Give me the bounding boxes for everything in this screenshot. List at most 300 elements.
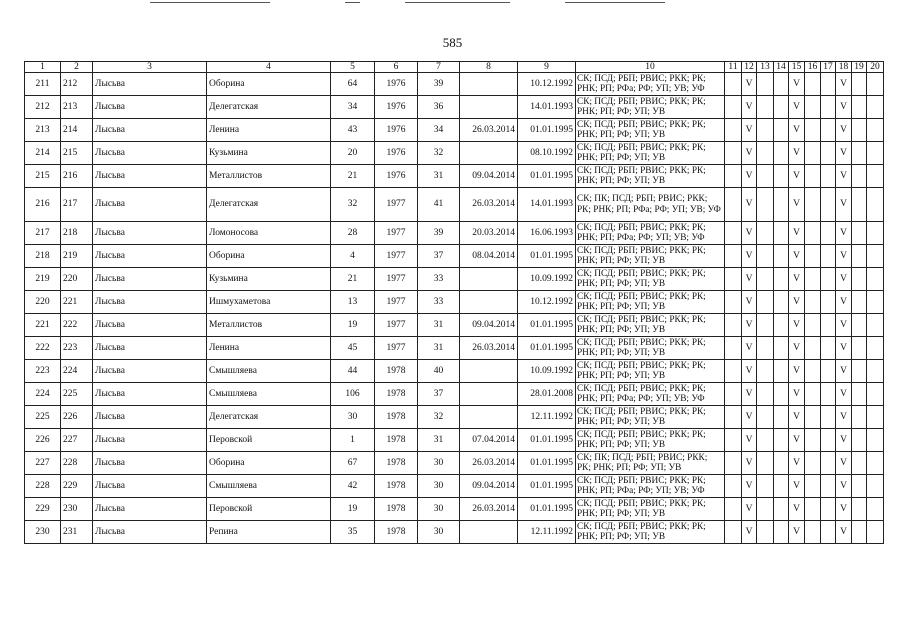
- cell-street: Металлистов: [207, 165, 331, 188]
- cell-c12: V: [742, 96, 757, 119]
- cell-c18: V: [836, 452, 852, 475]
- cell-c11: [725, 165, 742, 188]
- cell-d2: 10.09.1992: [518, 360, 576, 383]
- cell-house: 106: [331, 383, 375, 406]
- cell-c11: [725, 429, 742, 452]
- cell-c20: [867, 452, 884, 475]
- cell-c15: V: [789, 222, 805, 245]
- cell-c13: [757, 452, 774, 475]
- cell-d2: 08.10.1992: [518, 142, 576, 165]
- cell-house: 42: [331, 475, 375, 498]
- cell-c11: [725, 245, 742, 268]
- cell-c18: V: [836, 73, 852, 96]
- cell-year: 1977: [375, 245, 418, 268]
- cell-c17: [821, 119, 836, 142]
- cell-c1: 220: [25, 291, 61, 314]
- cell-c11: [725, 268, 742, 291]
- scan-edge-line: [565, 2, 665, 3]
- cell-d1: 20.03.2014: [460, 222, 518, 245]
- cell-house: 30: [331, 406, 375, 429]
- column-header: 12: [742, 62, 757, 73]
- cell-c16: [805, 222, 821, 245]
- cell-d2: 10.12.1992: [518, 291, 576, 314]
- housing-register-table: [24, 61, 884, 544]
- cell-year: 1978: [375, 429, 418, 452]
- cell-c1: 219: [25, 268, 61, 291]
- cell-c13: [757, 142, 774, 165]
- cell-c14: [774, 222, 789, 245]
- cell-c20: [867, 291, 884, 314]
- cell-year: 1976: [375, 73, 418, 96]
- table-row: [25, 452, 884, 475]
- cell-c17: [821, 268, 836, 291]
- cell-c20: [867, 360, 884, 383]
- cell-c17: [821, 406, 836, 429]
- cell-c17: [821, 521, 836, 544]
- cell-d2: 14.01.1993: [518, 96, 576, 119]
- cell-c16: [805, 314, 821, 337]
- cell-c1: 222: [25, 337, 61, 360]
- cell-c14: [774, 165, 789, 188]
- cell-codes: СК; ПСД; РБП; РВИС; РКК; РК; РНК; РП; РФ; УП; УВ: [576, 165, 725, 188]
- cell-c1: 213: [25, 119, 61, 142]
- cell-c2: 218: [61, 222, 93, 245]
- cell-c20: [867, 429, 884, 452]
- cell-c13: [757, 337, 774, 360]
- cell-c7: 41: [418, 188, 460, 222]
- cell-year: 1978: [375, 383, 418, 406]
- cell-c1: 212: [25, 96, 61, 119]
- cell-c19: [852, 337, 867, 360]
- cell-c1: 215: [25, 165, 61, 188]
- cell-codes: СК; ПСД; РБП; РВИС; РКК; РК; РНК; РП; РФ; УП; УВ: [576, 337, 725, 360]
- cell-c13: [757, 96, 774, 119]
- cell-house: 43: [331, 119, 375, 142]
- cell-c19: [852, 188, 867, 222]
- cell-c15: V: [789, 383, 805, 406]
- cell-c17: [821, 222, 836, 245]
- cell-c16: [805, 475, 821, 498]
- cell-c11: [725, 291, 742, 314]
- cell-house: 21: [331, 268, 375, 291]
- cell-c12: V: [742, 73, 757, 96]
- cell-street: Перовской: [207, 498, 331, 521]
- cell-c7: 31: [418, 337, 460, 360]
- table-row: [25, 475, 884, 498]
- cell-c18: V: [836, 337, 852, 360]
- cell-c19: [852, 521, 867, 544]
- cell-c7: 40: [418, 360, 460, 383]
- column-header: 14: [774, 62, 789, 73]
- cell-c2: 217: [61, 188, 93, 222]
- cell-year: 1978: [375, 406, 418, 429]
- cell-d1: [460, 406, 518, 429]
- cell-city: Лысьва: [93, 383, 207, 406]
- cell-d2: 01.01.1995: [518, 337, 576, 360]
- cell-c17: [821, 452, 836, 475]
- table-row: [25, 337, 884, 360]
- table-row: [25, 314, 884, 337]
- table-row: [25, 165, 884, 188]
- cell-c14: [774, 268, 789, 291]
- cell-c19: [852, 452, 867, 475]
- cell-c20: [867, 188, 884, 222]
- cell-c18: V: [836, 142, 852, 165]
- cell-c13: [757, 188, 774, 222]
- cell-house: 67: [331, 452, 375, 475]
- cell-city: Лысьва: [93, 498, 207, 521]
- cell-year: 1976: [375, 119, 418, 142]
- table-row: [25, 498, 884, 521]
- cell-c2: 224: [61, 360, 93, 383]
- cell-c15: V: [789, 188, 805, 222]
- cell-c20: [867, 119, 884, 142]
- cell-street: Оборина: [207, 245, 331, 268]
- cell-city: Лысьва: [93, 337, 207, 360]
- cell-c11: [725, 498, 742, 521]
- cell-c14: [774, 452, 789, 475]
- cell-codes: СК; ПСД; РБП; РВИС; РКК; РК; РНК; РП; РФ; УП; УВ: [576, 245, 725, 268]
- column-header: 15: [789, 62, 805, 73]
- table-header: [25, 62, 884, 73]
- cell-d2: 01.01.1995: [518, 314, 576, 337]
- cell-c19: [852, 222, 867, 245]
- cell-c1: 221: [25, 314, 61, 337]
- cell-c19: [852, 142, 867, 165]
- cell-d1: [460, 268, 518, 291]
- cell-d2: 10.09.1992: [518, 268, 576, 291]
- cell-c14: [774, 142, 789, 165]
- cell-c11: [725, 314, 742, 337]
- cell-city: Лысьва: [93, 142, 207, 165]
- cell-d1: [460, 142, 518, 165]
- cell-c18: V: [836, 165, 852, 188]
- cell-c1: 230: [25, 521, 61, 544]
- scan-edge-line: [405, 2, 510, 3]
- column-header: 16: [805, 62, 821, 73]
- cell-codes: СК; ПСД; РБП; РВИС; РКК; РК; РНК; РП; РФ; УП; УВ: [576, 406, 725, 429]
- cell-city: Лысьва: [93, 245, 207, 268]
- cell-city: Лысьва: [93, 406, 207, 429]
- cell-c16: [805, 245, 821, 268]
- cell-c12: V: [742, 521, 757, 544]
- cell-d1: [460, 291, 518, 314]
- cell-c17: [821, 73, 836, 96]
- cell-c19: [852, 73, 867, 96]
- cell-c7: 33: [418, 291, 460, 314]
- cell-c7: 36: [418, 96, 460, 119]
- cell-c20: [867, 314, 884, 337]
- cell-d2: 14.01.1993: [518, 188, 576, 222]
- cell-c15: V: [789, 429, 805, 452]
- table-row: [25, 73, 884, 96]
- cell-c2: 213: [61, 96, 93, 119]
- cell-c7: 37: [418, 383, 460, 406]
- cell-c11: [725, 452, 742, 475]
- cell-c17: [821, 360, 836, 383]
- cell-c15: V: [789, 360, 805, 383]
- cell-year: 1976: [375, 96, 418, 119]
- cell-c15: V: [789, 406, 805, 429]
- cell-d2: 01.01.1995: [518, 429, 576, 452]
- cell-street: Ленина: [207, 119, 331, 142]
- cell-c17: [821, 429, 836, 452]
- cell-c15: V: [789, 291, 805, 314]
- cell-city: Лысьва: [93, 165, 207, 188]
- column-header: 17: [821, 62, 836, 73]
- cell-codes: СК; ПСД; РБП; РВИС; РКК; РК; РНК; РП; РФ; УП; УВ: [576, 268, 725, 291]
- cell-d2: 12.11.1992: [518, 406, 576, 429]
- cell-street: Делегатская: [207, 96, 331, 119]
- cell-c14: [774, 383, 789, 406]
- cell-c20: [867, 245, 884, 268]
- cell-c15: V: [789, 475, 805, 498]
- cell-d2: 10.12.1992: [518, 73, 576, 96]
- cell-c19: [852, 429, 867, 452]
- cell-c19: [852, 165, 867, 188]
- cell-d1: [460, 521, 518, 544]
- cell-c18: V: [836, 429, 852, 452]
- cell-c18: V: [836, 475, 852, 498]
- cell-c19: [852, 291, 867, 314]
- cell-c16: [805, 452, 821, 475]
- cell-c18: V: [836, 96, 852, 119]
- cell-c15: V: [789, 119, 805, 142]
- column-header: 1: [25, 62, 61, 73]
- cell-year: 1976: [375, 142, 418, 165]
- column-header: 7: [418, 62, 460, 73]
- cell-d1: 09.04.2014: [460, 475, 518, 498]
- table-row: [25, 291, 884, 314]
- cell-c18: V: [836, 360, 852, 383]
- table-row: [25, 360, 884, 383]
- cell-c13: [757, 383, 774, 406]
- table-row: [25, 429, 884, 452]
- cell-house: 21: [331, 165, 375, 188]
- cell-year: 1978: [375, 360, 418, 383]
- cell-c1: 228: [25, 475, 61, 498]
- cell-c14: [774, 498, 789, 521]
- cell-c18: V: [836, 245, 852, 268]
- cell-city: Лысьва: [93, 521, 207, 544]
- cell-year: 1977: [375, 291, 418, 314]
- cell-c20: [867, 165, 884, 188]
- cell-c14: [774, 360, 789, 383]
- cell-c15: V: [789, 96, 805, 119]
- cell-c12: V: [742, 119, 757, 142]
- cell-c12: V: [742, 245, 757, 268]
- cell-c17: [821, 188, 836, 222]
- cell-c2: 222: [61, 314, 93, 337]
- table-row: [25, 96, 884, 119]
- cell-c11: [725, 406, 742, 429]
- cell-c16: [805, 498, 821, 521]
- scan-edge-line: [345, 2, 360, 3]
- cell-c7: 39: [418, 73, 460, 96]
- cell-c19: [852, 475, 867, 498]
- cell-c18: V: [836, 314, 852, 337]
- cell-c1: 214: [25, 142, 61, 165]
- column-header: 9: [518, 62, 576, 73]
- cell-codes: СК; ПК; ПСД; РБП; РВИС; РКК; РК; РНК; РП; РФа; РФ; УП; УВ; УФ: [576, 188, 725, 222]
- table-row: [25, 268, 884, 291]
- cell-street: Кузьмина: [207, 268, 331, 291]
- cell-c17: [821, 498, 836, 521]
- cell-c12: V: [742, 291, 757, 314]
- cell-c11: [725, 222, 742, 245]
- cell-c15: V: [789, 142, 805, 165]
- cell-d1: 26.03.2014: [460, 452, 518, 475]
- cell-c1: 229: [25, 498, 61, 521]
- cell-c15: V: [789, 452, 805, 475]
- cell-c1: 223: [25, 360, 61, 383]
- cell-d1: [460, 383, 518, 406]
- cell-street: Кузьмина: [207, 142, 331, 165]
- cell-c11: [725, 119, 742, 142]
- cell-street: Оборина: [207, 73, 331, 96]
- cell-d1: [460, 360, 518, 383]
- column-header: 6: [375, 62, 418, 73]
- cell-c17: [821, 245, 836, 268]
- cell-c16: [805, 188, 821, 222]
- cell-c20: [867, 268, 884, 291]
- cell-c7: 37: [418, 245, 460, 268]
- table-body: [25, 73, 884, 544]
- cell-codes: СК; ПСД; РБП; РВИС; РКК; РК; РНК; РП; РФ; УП; УВ: [576, 498, 725, 521]
- cell-c7: 31: [418, 314, 460, 337]
- cell-c7: 39: [418, 222, 460, 245]
- cell-c14: [774, 245, 789, 268]
- cell-c15: V: [789, 165, 805, 188]
- cell-c13: [757, 222, 774, 245]
- cell-d1: 07.04.2014: [460, 429, 518, 452]
- cell-street: Смышляева: [207, 475, 331, 498]
- cell-c1: 226: [25, 429, 61, 452]
- cell-c18: V: [836, 498, 852, 521]
- cell-c11: [725, 360, 742, 383]
- cell-c7: 31: [418, 165, 460, 188]
- cell-c18: V: [836, 222, 852, 245]
- column-header: 3: [93, 62, 207, 73]
- cell-c17: [821, 291, 836, 314]
- cell-c15: V: [789, 73, 805, 96]
- cell-city: Лысьва: [93, 222, 207, 245]
- cell-house: 44: [331, 360, 375, 383]
- column-header: 10: [576, 62, 725, 73]
- cell-house: 13: [331, 291, 375, 314]
- cell-city: Лысьва: [93, 452, 207, 475]
- cell-c12: V: [742, 360, 757, 383]
- cell-c18: V: [836, 119, 852, 142]
- cell-codes: СК; ПСД; РБП; РВИС; РКК; РК; РНК; РП; РФа; РФ; УП; УВ; УФ: [576, 73, 725, 96]
- cell-c18: V: [836, 383, 852, 406]
- cell-street: Ленина: [207, 337, 331, 360]
- cell-city: Лысьва: [93, 429, 207, 452]
- cell-d1: 09.04.2014: [460, 165, 518, 188]
- cell-c1: 218: [25, 245, 61, 268]
- cell-c20: [867, 222, 884, 245]
- cell-c18: V: [836, 291, 852, 314]
- cell-codes: СК; ПСД; РБП; РВИС; РКК; РК; РНК; РП; РФ; УП; УВ: [576, 429, 725, 452]
- cell-codes: СК; ПСД; РБП; РВИС; РКК; РК; РНК; РП; РФа; РФ; УП; УВ; УФ: [576, 475, 725, 498]
- cell-codes: СК; ПСД; РБП; РВИС; РКК; РК; РНК; РП; РФа; РФ; УП; УВ; УФ: [576, 383, 725, 406]
- cell-c20: [867, 521, 884, 544]
- cell-c11: [725, 188, 742, 222]
- cell-c17: [821, 475, 836, 498]
- cell-c2: 228: [61, 452, 93, 475]
- cell-c20: [867, 406, 884, 429]
- cell-city: Лысьва: [93, 119, 207, 142]
- cell-c15: V: [789, 521, 805, 544]
- cell-year: 1977: [375, 188, 418, 222]
- cell-d2: 12.11.1992: [518, 521, 576, 544]
- cell-city: Лысьва: [93, 291, 207, 314]
- cell-c18: V: [836, 406, 852, 429]
- cell-c11: [725, 142, 742, 165]
- cell-c14: [774, 73, 789, 96]
- cell-c2: 219: [61, 245, 93, 268]
- cell-c12: V: [742, 268, 757, 291]
- cell-c2: 230: [61, 498, 93, 521]
- cell-c20: [867, 475, 884, 498]
- cell-c2: 212: [61, 73, 93, 96]
- cell-c14: [774, 96, 789, 119]
- cell-year: 1978: [375, 452, 418, 475]
- cell-city: Лысьва: [93, 268, 207, 291]
- cell-street: Делегатская: [207, 406, 331, 429]
- cell-c2: 215: [61, 142, 93, 165]
- cell-c17: [821, 142, 836, 165]
- cell-c13: [757, 475, 774, 498]
- cell-c20: [867, 383, 884, 406]
- cell-codes: СК; ПСД; РБП; РВИС; РКК; РК; РНК; РП; РФ; УП; УВ: [576, 142, 725, 165]
- column-header: 8: [460, 62, 518, 73]
- cell-c12: V: [742, 142, 757, 165]
- cell-year: 1978: [375, 521, 418, 544]
- cell-c20: [867, 142, 884, 165]
- column-header: 11: [725, 62, 742, 73]
- cell-house: 34: [331, 96, 375, 119]
- cell-year: 1977: [375, 314, 418, 337]
- page-number: 585: [442, 35, 463, 50]
- cell-c19: [852, 314, 867, 337]
- cell-codes: СК; ПСД; РБП; РВИС; РКК; РК; РНК; РП; РФ; УП; УВ: [576, 119, 725, 142]
- cell-c19: [852, 268, 867, 291]
- cell-codes: СК; ПСД; РБП; РВИС; РКК; РК; РНК; РП; РФ; УП; УВ: [576, 291, 725, 314]
- cell-c16: [805, 142, 821, 165]
- cell-d2: 01.01.1995: [518, 165, 576, 188]
- cell-city: Лысьва: [93, 188, 207, 222]
- cell-c20: [867, 73, 884, 96]
- cell-house: 28: [331, 222, 375, 245]
- cell-c13: [757, 406, 774, 429]
- cell-d2: 01.01.1995: [518, 119, 576, 142]
- cell-codes: СК; ПСД; РБП; РВИС; РКК; РК; РНК; РП; РФ; УП; УВ: [576, 521, 725, 544]
- cell-c2: 221: [61, 291, 93, 314]
- cell-city: Лысьва: [93, 360, 207, 383]
- cell-c13: [757, 498, 774, 521]
- cell-c1: 225: [25, 406, 61, 429]
- cell-c1: 217: [25, 222, 61, 245]
- table-row: [25, 222, 884, 245]
- cell-c12: V: [742, 222, 757, 245]
- cell-house: 35: [331, 521, 375, 544]
- cell-d1: 26.03.2014: [460, 119, 518, 142]
- cell-c16: [805, 429, 821, 452]
- cell-c14: [774, 188, 789, 222]
- cell-year: 1977: [375, 337, 418, 360]
- cell-year: 1978: [375, 498, 418, 521]
